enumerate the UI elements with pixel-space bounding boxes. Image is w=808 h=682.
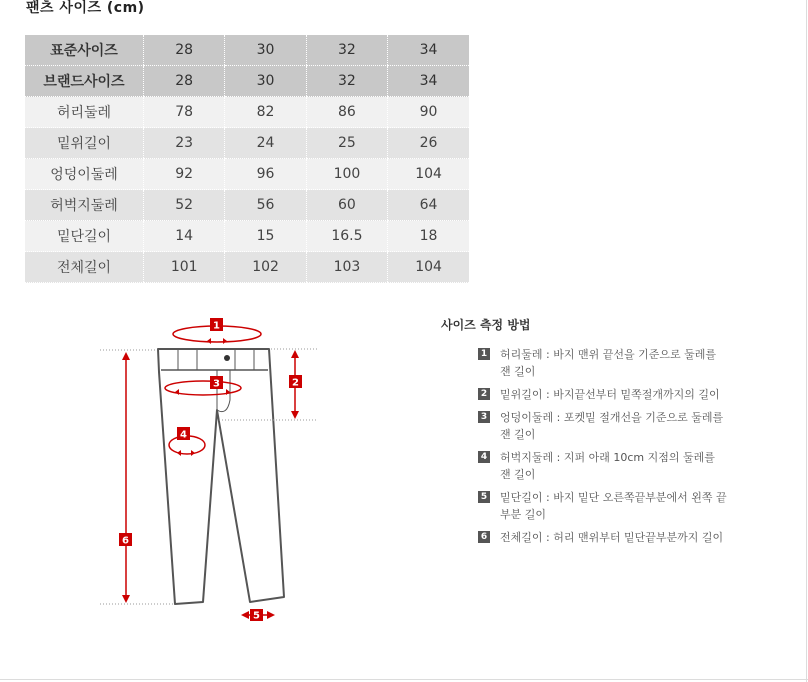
table-row <box>25 66 469 97</box>
method-number: 2 <box>478 388 490 400</box>
table-cell: 34 <box>388 35 469 66</box>
table-cell: 18 <box>388 221 469 252</box>
method-number: 6 <box>478 531 490 543</box>
method-number: 3 <box>478 411 490 423</box>
table-cell: 90 <box>388 97 469 128</box>
table-cell: 26 <box>388 128 469 159</box>
table-cell: 32 <box>306 66 387 97</box>
table-cell: 30 <box>225 35 306 66</box>
table-cell: 78 <box>144 97 225 128</box>
table-cell: 56 <box>225 190 306 221</box>
table-cell: 82 <box>225 97 306 128</box>
method-item <box>478 409 728 443</box>
table-cell: 28 <box>144 35 225 66</box>
table-cell: 64 <box>388 190 469 221</box>
method-item <box>478 346 728 380</box>
table-cell: 96 <box>225 159 306 190</box>
frame-border-right <box>806 0 807 682</box>
method-text: 전체길이 : 허리 맨위부터 밑단끝부분까지 길이 <box>500 531 724 544</box>
table-cell: 15 <box>225 221 306 252</box>
table-cell: 101 <box>144 252 225 283</box>
table-row <box>25 221 469 252</box>
method-list <box>478 346 728 552</box>
table-cell: 92 <box>144 159 225 190</box>
svg-text:3: 3 <box>213 378 220 390</box>
page-title: 팬츠 사이즈 (cm) <box>26 0 145 16</box>
method-text: 엉덩이둘레 : 포켓밑 절개선을 기준으로 둘레를 잰 길이 <box>500 411 724 441</box>
svg-text:1: 1 <box>213 320 220 332</box>
method-number: 1 <box>478 348 490 360</box>
table-cell: 24 <box>225 128 306 159</box>
table-cell: 102 <box>225 252 306 283</box>
marker-2-rise <box>289 350 302 419</box>
row-label: 전체길이 <box>25 252 144 283</box>
method-title: 사이즈 측정 방법 <box>441 318 531 332</box>
row-label: 밑단길이 <box>25 221 144 252</box>
method-item <box>478 449 728 483</box>
table-cell: 14 <box>144 221 225 252</box>
table-cell: 25 <box>306 128 387 159</box>
table-cell: 100 <box>306 159 387 190</box>
method-item <box>478 529 728 546</box>
table-cell: 16.5 <box>306 221 387 252</box>
marker-6-length <box>119 352 132 603</box>
row-label: 표준사이즈 <box>25 35 144 66</box>
method-number: 5 <box>478 491 490 503</box>
row-label: 밑위길이 <box>25 128 144 159</box>
size-table <box>25 35 469 283</box>
pants-measurement-diagram <box>95 312 345 627</box>
method-text: 밑위길이 : 바지끝선부터 밑쪽절개까지의 길이 <box>500 388 720 401</box>
table-cell: 30 <box>225 66 306 97</box>
table-row <box>25 190 469 221</box>
table-cell: 52 <box>144 190 225 221</box>
table-cell: 104 <box>388 159 469 190</box>
row-label: 브랜드사이즈 <box>25 66 144 97</box>
table-cell: 104 <box>388 252 469 283</box>
row-label: 허벅지둘레 <box>25 190 144 221</box>
marker-5-hem <box>241 609 275 622</box>
table-cell: 34 <box>388 66 469 97</box>
svg-text:4: 4 <box>180 429 187 441</box>
method-text: 허벅지둘레 : 지퍼 아래 10cm 지점의 둘레를 잰 길이 <box>500 451 715 481</box>
method-item <box>478 489 728 523</box>
row-label: 허리둘레 <box>25 97 144 128</box>
table-row <box>25 252 469 283</box>
table-row <box>25 128 469 159</box>
svg-text:6: 6 <box>122 535 129 547</box>
svg-text:2: 2 <box>292 377 299 389</box>
method-item <box>478 386 728 403</box>
method-number: 4 <box>478 451 490 463</box>
method-text: 허리둘레 : 바지 맨위 끝선을 기준으로 둘레를 잰 길이 <box>500 348 716 378</box>
table-cell: 103 <box>306 252 387 283</box>
row-label: 엉덩이둘레 <box>25 159 144 190</box>
marker-1-waist <box>173 318 261 344</box>
table-row <box>25 35 469 66</box>
table-cell: 86 <box>306 97 387 128</box>
frame-border-bottom <box>0 679 808 680</box>
table-cell: 60 <box>306 190 387 221</box>
table-cell: 23 <box>144 128 225 159</box>
table-cell: 32 <box>306 35 387 66</box>
table-row <box>25 97 469 128</box>
svg-text:5: 5 <box>253 610 260 622</box>
method-text: 밑단길이 : 바지 밑단 오른쪽끝부분에서 왼쪽 끝부분 길이 <box>500 491 727 521</box>
table-row <box>25 159 469 190</box>
table-cell: 28 <box>144 66 225 97</box>
